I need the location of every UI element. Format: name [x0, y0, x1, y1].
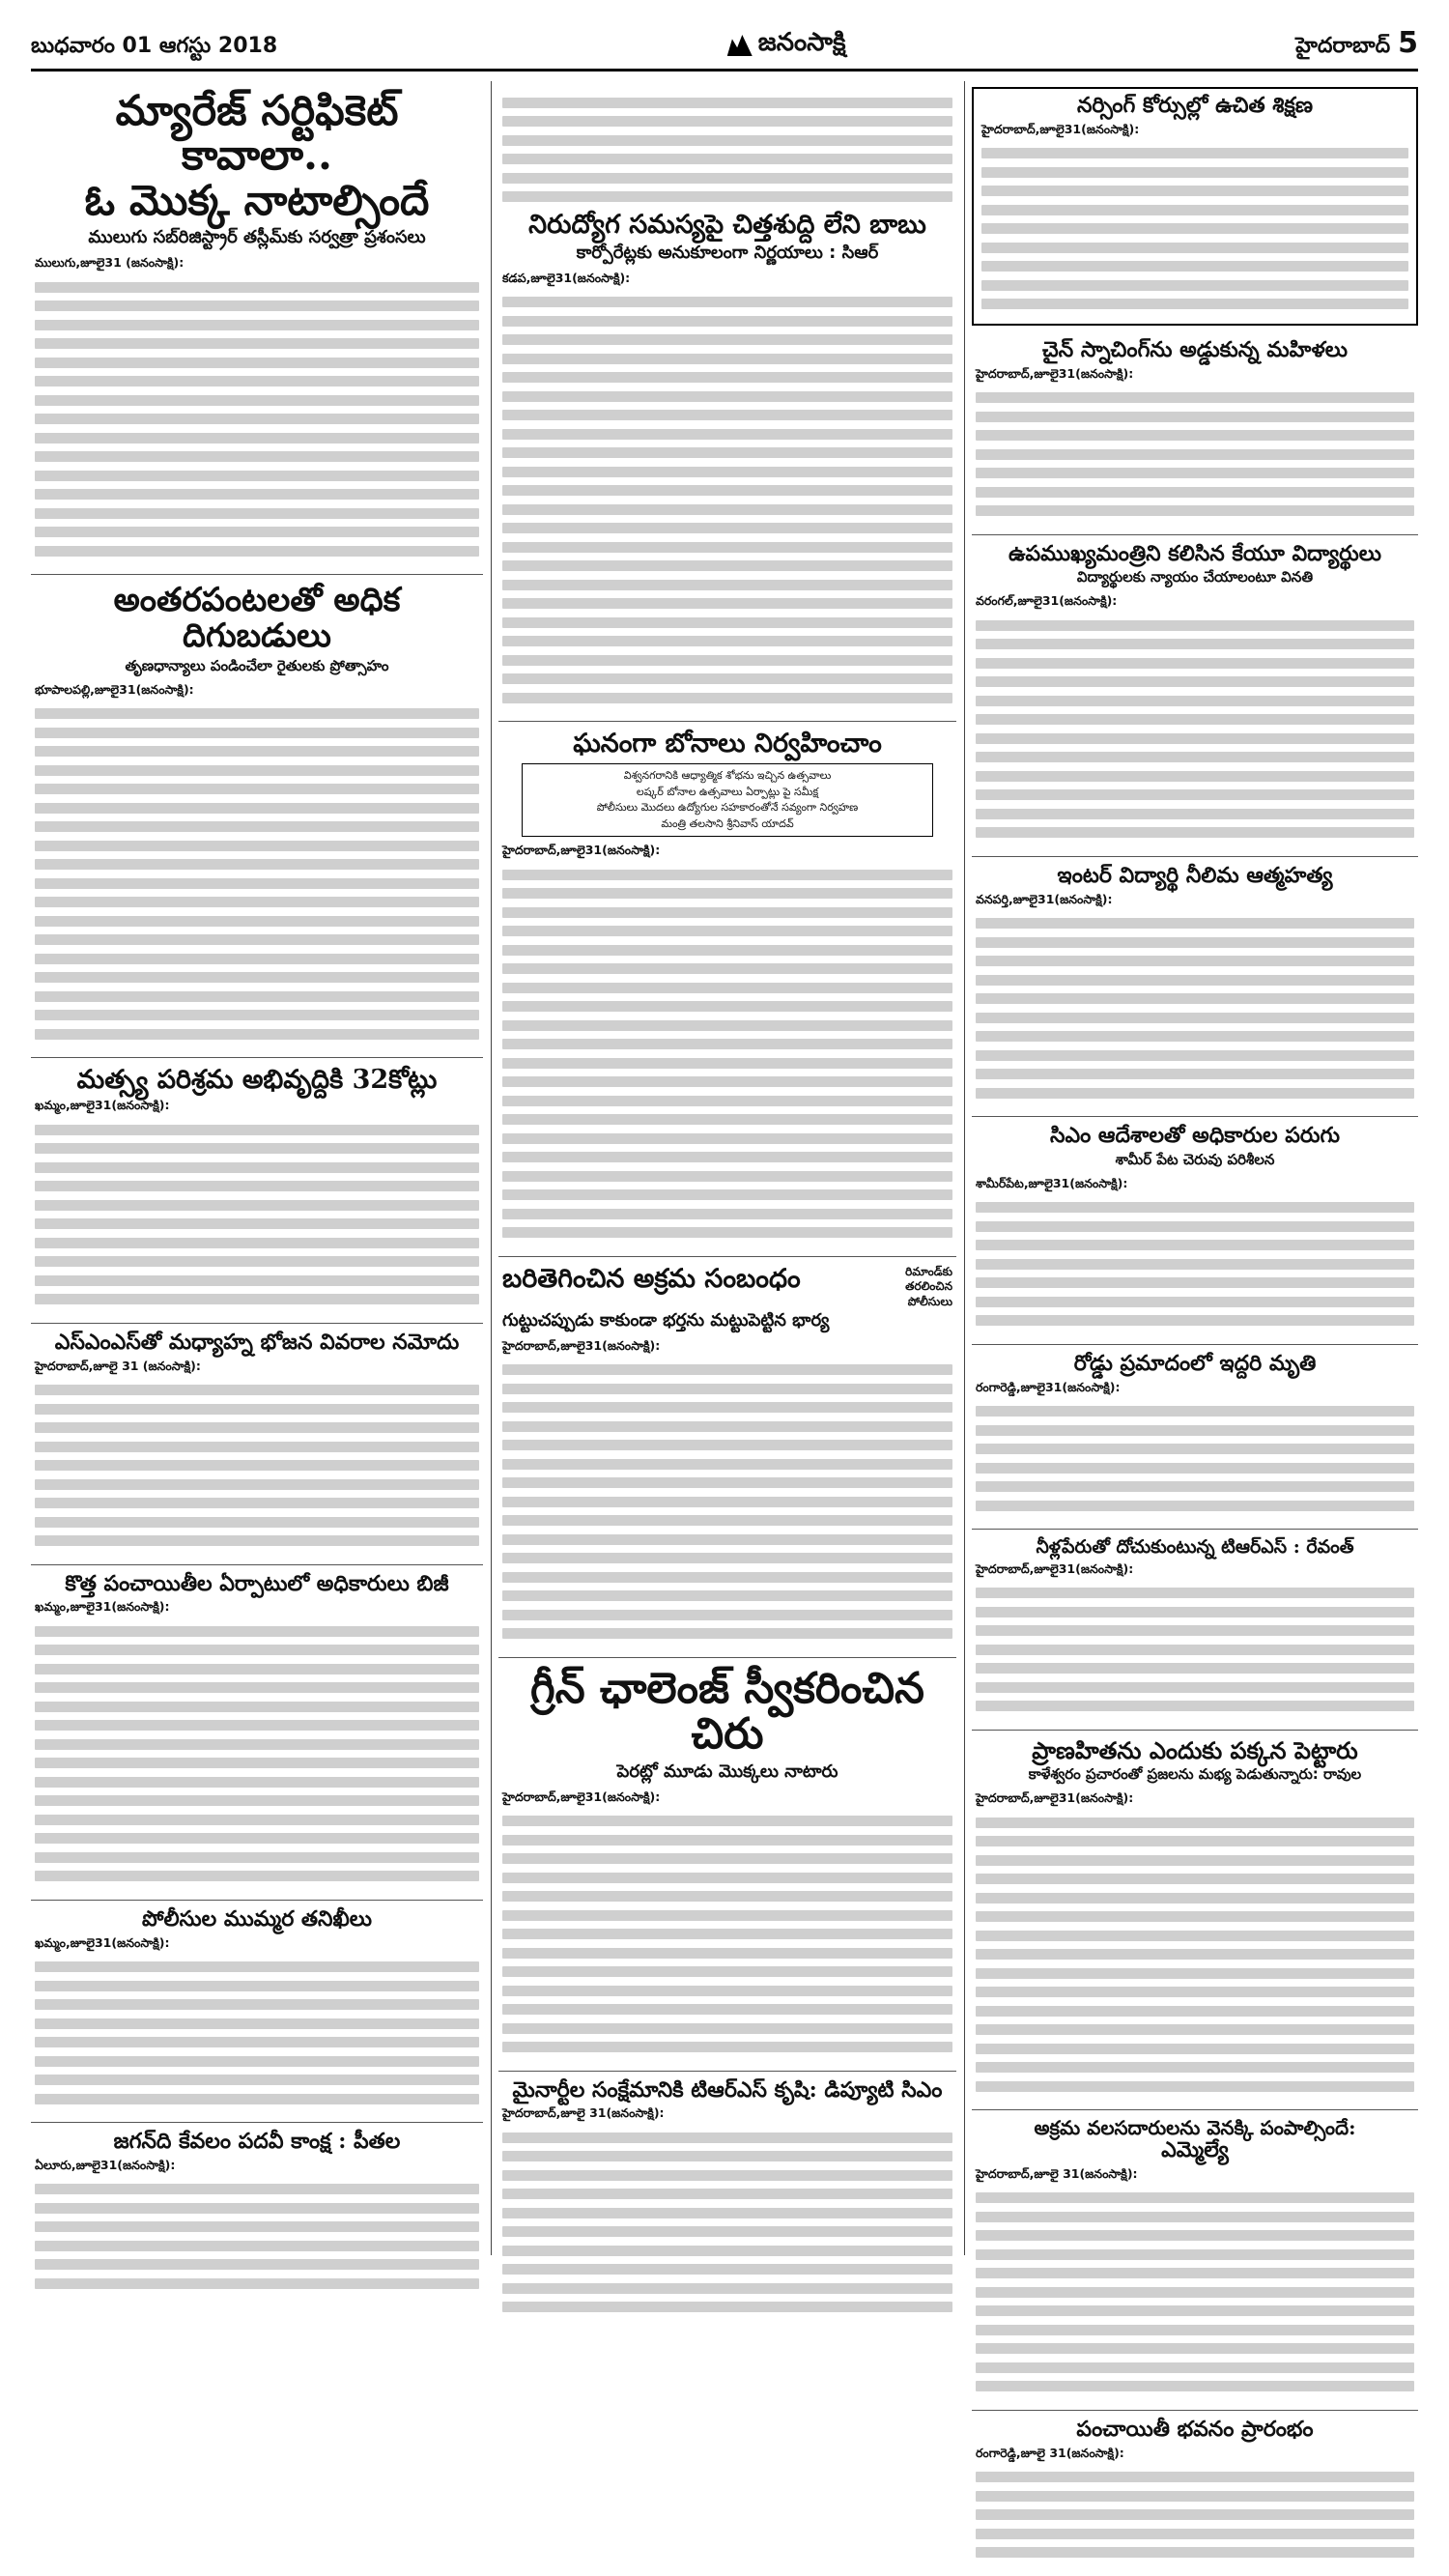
article-midday-meal [31, 1324, 483, 1565]
article-jagan-peethala [31, 2123, 483, 2306]
article-subheadline: గుట్టుచప్పుడు కాకుండా భర్తను మట్టుపెట్టిన భార్య [502, 1309, 830, 1331]
article-dateline: ములుగు,జూలై31 (జనంసాక్షి): [35, 255, 185, 271]
article-dateline: ఖమ్మం,జూలై31(జనంసాక్షి): [35, 1098, 170, 1113]
article-body-text [35, 1961, 479, 2104]
article-subheadline: విద్యార్థులకు న్యాయం చేయాలంటూ వినతి [1076, 568, 1314, 587]
article-headline: కొత్త పంచాయితీల ఏర్పాటులో అధికారులు బిజీ [65, 1570, 449, 1596]
article-bonalu [498, 722, 956, 1257]
highlight-line: మంత్రి తలసాని శ్రీనివాస్ యాదవ్ [661, 816, 794, 830]
article-body-text [976, 1202, 1414, 1326]
article-headline: అంతరపంటలతో అధిక దిగుబడులు [113, 581, 401, 656]
article-dateline: హైదరాబాద్,జూలై 31 (జనంసాక్షి): [35, 1358, 201, 1373]
article-headline: ఘనంగా బోనాలు నిర్వహించాం [573, 729, 882, 759]
article-headline: ప్రాణహితను ఎందుకు పక్కన పెట్టారు [1032, 1735, 1358, 1764]
article-marriage-certificate [31, 81, 483, 575]
article-headline: మ్యారేజ్ సర్టిఫికెట్ కావాలా.. [115, 87, 399, 181]
article-body-text [502, 870, 952, 1239]
newspaper-logo [727, 28, 846, 63]
article-headline: రోడ్డు ప్రమాదంలో ఇద్దరి మృతి [1073, 1350, 1317, 1376]
article-body-text [502, 297, 952, 703]
article-body-text [35, 1385, 479, 1546]
article-body-text [976, 1588, 1414, 1711]
article-body-text [976, 1406, 1414, 1511]
article-fisheries [31, 1058, 483, 1324]
article-dateline: హైదరాబాద్,జూలై31(జనంసాక్షి): [502, 843, 661, 858]
article-unemployment [498, 81, 956, 722]
article-revanth [972, 1530, 1418, 1731]
article-road-accident [972, 1345, 1418, 1530]
article-subheadline: తృణధాన్యాలు పండించేలా రైతులకు ప్రోత్సాహం [125, 656, 389, 674]
column-divider [964, 81, 965, 2255]
issue-date: బుధవారం 01 ఆగస్టు 2018 [31, 34, 278, 58]
article-side-note: రిమాండ్‌కు తరలించిన పోలీసులు [905, 1264, 952, 1308]
article-new-panchayats [31, 1565, 483, 1901]
article-headline: మైనార్టీల సంక్షేమానికి టిఆర్‌ఎస్ కృషి: డిప్యూటి సిఎం [512, 2076, 943, 2103]
article-headline: ఇంటర్ విద్యార్థి నీలిమ ఆత్మహత్య [1057, 862, 1333, 888]
article-highlights-box [522, 763, 933, 837]
article-body-text [502, 2132, 952, 2313]
article-headline: ఎస్‌ఎంఎస్‌తో మధ్యాహ్న భోజన వివరాల నమోదు [54, 1329, 460, 1355]
article-panchayat-building [972, 2411, 1418, 2576]
article-subheadline: ములుగు సబ్‌రిజిస్ట్రార్ తస్లీమ్‌కు సర్వత్రా ప్రశంసలు [88, 227, 426, 248]
article-dateline: భూపాలపల్లి,జూలై31(జనంసాక్షి): [35, 681, 194, 697]
article-minority-welfare [498, 2072, 956, 2331]
article-body-text [976, 918, 1414, 1099]
article-intercropping [31, 575, 483, 1058]
article-police-checks [31, 1901, 483, 2123]
article-dateline: ఏలూరు,జూలై31(జనంసాక్షి): [35, 2157, 176, 2172]
article-subheadline: కాళేశ్వరం ప్రచారంతో ప్రజలను మభ్య పెడుతున్నారు: రావుల [1028, 1765, 1362, 1784]
article-chain-snatching [972, 331, 1418, 535]
edition-info [1295, 26, 1418, 63]
article-headline: జగన్‌ది కేవలం పదవీ కాంక్ష : పీతల [113, 2129, 401, 2155]
article-dateline: హైదరాబాద్,జూలై31(జనంసాక్షి): [976, 1560, 1134, 1576]
highlight-line: విశ్వనగరానికి ఆధ్యాత్మిక శోభను ఇచ్చిన ఉత్సవాలు [623, 769, 832, 783]
article-officials-lake [972, 1117, 1418, 1345]
article-illicit-affair [498, 1257, 956, 1658]
article-dateline: హైదరాబాద్,జూలై 31(జనంసాక్షి): [976, 2165, 1138, 2181]
article-dateline: రంగారెడ్డి,జూలై 31(జనంసాక్షి): [976, 2445, 1124, 2460]
article-subheadline: శామీర్ పేట చెరువు పరిశీలన [1115, 1150, 1275, 1168]
article-ku-students [972, 535, 1418, 857]
column-left [31, 81, 483, 2255]
highlight-line: లష్కర్ బోనాల ఉత్సవాలు ఏర్పాట్లు పై సమీక్ష [636, 785, 819, 798]
column-middle [498, 81, 956, 2255]
page-masthead [31, 27, 1418, 72]
article-dateline: వనపర్తి,జూలై31(జనంసాక్షి): [976, 891, 1113, 906]
article-green-challenge [498, 1658, 956, 2072]
article-body-text [502, 1816, 952, 2052]
page-number: 5 [1398, 26, 1418, 60]
article-pranahita [972, 1731, 1418, 2111]
article-headline: పోలీసుల ముమ్మర తనిఖీలు [142, 1905, 372, 1932]
article-body-text [976, 2472, 1414, 2558]
article-body-text [35, 282, 479, 557]
article-dateline: వరంగల్,జూలై31(జనంసాక్షి): [976, 593, 1118, 609]
article-body-text [35, 1626, 479, 1882]
article-body-text [981, 148, 1408, 309]
article-headline: అక్రమ వలసదారులను వెనక్కి పంపాల్సిందే: [1034, 2116, 1356, 2140]
article-dateline: హైదరాబాద్,జూలై31(జనంసాక్షి): [502, 1789, 661, 1804]
article-headline: ఎమ్మెల్యే [1161, 2137, 1229, 2163]
article-body-text [502, 1364, 952, 1639]
article-headline: సిఎం ఆదేశాలతో అధికారుల పరుగు [1050, 1123, 1340, 1148]
article-student-suicide [972, 857, 1418, 1117]
article-dateline: హైదరాబాద్,జూలై 31(జనంసాక్షి): [502, 2105, 665, 2121]
article-dateline: ఖమ్మం,జూలై31(జనంసాక్షి): [35, 1934, 170, 1950]
article-headline: గ్రీన్ ఛాలెంజ్ స్వీకరించిన చిరు [530, 1663, 924, 1760]
article-headline: ఓ మొక్క నాటాల్సిందే [84, 176, 430, 225]
article-body-text [35, 1125, 479, 1305]
article-subheadline: పెరట్లో మూడు మొక్కలు నాటారు [616, 1760, 838, 1782]
article-dateline: హైదరాబాద్,జూలై31(జనంసాక్షి): [502, 1337, 661, 1353]
article-dateline: కడప,జూలై31(జనంసాక్షి): [502, 270, 631, 285]
article-dateline: ఖమ్మం,జూలై31(జనంసాక్షి): [35, 1599, 170, 1615]
newspaper-name: జనంసాక్షి [757, 28, 846, 57]
article-headline: నిరుద్యోగ సమస్యపై చిత్తశుద్ది లేని బాబు [528, 209, 926, 240]
article-body-text [35, 2184, 479, 2289]
edition-city: హైదరాబాద్ [1295, 34, 1391, 58]
article-illegal-migrants [972, 2110, 1418, 2410]
article-body-text [976, 2192, 1414, 2391]
article-dateline: శామీర్‌పేట,జూలై31(జనంసాక్షి): [976, 1175, 1128, 1190]
article-headline: నీళ్లపేరుతో దోచుకుంటున్న టిఆర్‌ఎస్ : రేవంత్ [1036, 1536, 1354, 1558]
article-headline: బరితెగించిన అక్రమ సంబంధం [502, 1263, 801, 1294]
article-body-text [976, 392, 1414, 516]
article-nursing-training [972, 87, 1418, 326]
article-headline: ఉపముఖ్యమంత్రిని కలిసిన కేయూ విద్యార్థులు [1008, 540, 1382, 566]
column-divider [491, 81, 492, 2255]
article-subheadline: కార్పోరేట్లకు అనుకూలంగా నిర్ణయాలు : సిఆర్ [576, 242, 879, 263]
article-dateline: రంగారెడ్డి,జూలై31(జనంసాక్షి): [976, 1379, 1121, 1394]
logo-icon [727, 35, 753, 56]
article-body-text [976, 1818, 1414, 2092]
article-dateline: హైదరాబాద్,జూలై31(జనంసాక్షి): [981, 121, 1140, 136]
article-body-text [976, 620, 1414, 839]
article-dateline: హైదరాబాద్,జూలై31(జనంసాక్షి): [976, 1790, 1134, 1806]
article-headline: మత్స్య పరిశ్రమ అభివృద్దికి 32కోట్లు [76, 1065, 438, 1096]
article-headline: చైన్ స్నాచింగ్‌ను అడ్డుకున్న మహిళలు [1042, 336, 1348, 362]
article-dateline: హైదరాబాద్,జూలై31(జనంసాక్షి): [976, 365, 1134, 381]
article-body-text [502, 98, 952, 203]
column-right [972, 81, 1418, 2460]
article-headline: నర్సింగ్ కోర్సుల్లో ఉచిత శిక్షణ [1076, 93, 1314, 118]
article-body-text [35, 708, 479, 1040]
article-headline: పంచాయితీ భవనం ప్రారంభం [1076, 2416, 1314, 2442]
highlight-line: పోలీసులు మొదలు ఉద్యోగుల సహకారంతోనే సవ్యంగా నిర్వహణ [596, 801, 859, 815]
